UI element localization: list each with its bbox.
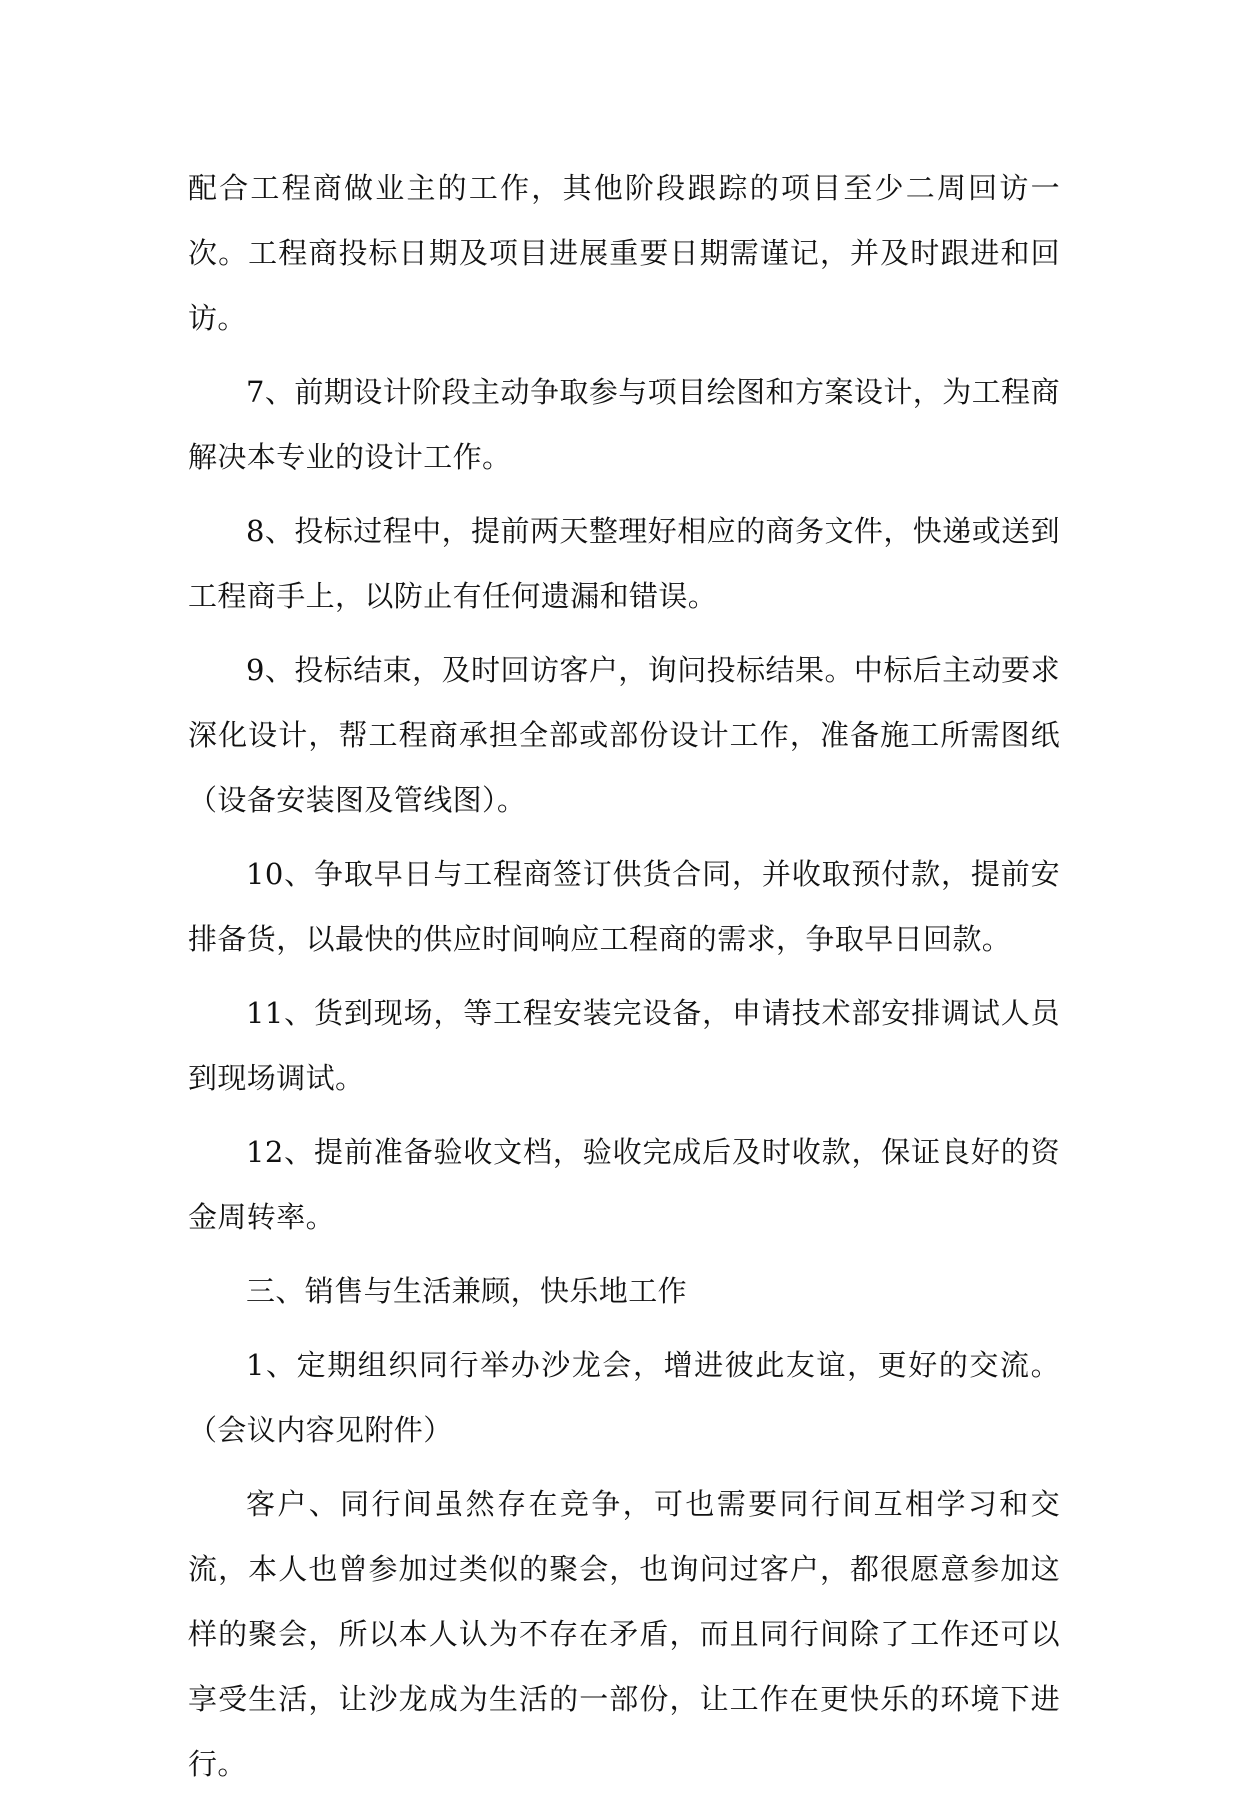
document-body: [188, 156, 1060, 1806]
paragraph-continued: 配合工程商做业主的工作，其他阶段跟踪的项目至少二周回访一次。工程商投标日期及项目进展重要日期需谨记，并及时跟进和回访。: [188, 171, 1060, 335]
paragraph-item-9: 9、投标结束，及时回访客户，询问投标结果。中标后主动要求深化设计，帮工程商承担全部或部份设计工作，准备施工所需图纸（设备安装图及管线图）。: [188, 653, 1060, 817]
paragraph-closing: 客户、同行间虽然存在竞争，可也需要同行间互相学习和交流，本人也曾参加过类似的聚会，也询问过客户，都很愿意参加这样的聚会，所以本人认为不存在矛盾，而且同行间除了工作还可以享受生活，让沙龙成为生活的一部份，让工作在更快乐的环境下进行。: [188, 1487, 1060, 1781]
paragraph-section3-item-1: 1、定期组织同行举办沙龙会，增进彼此友谊，更好的交流。（会议内容见附件）: [188, 1348, 1060, 1447]
section-heading-3: 三、销售与生活兼顾，快乐地工作: [246, 1274, 688, 1308]
paragraph-item-11: 11、货到现场，等工程安装完设备，申请技术部安排调试人员到现场调试。: [188, 996, 1060, 1095]
paragraph-item-8: 8、投标过程中，提前两天整理好相应的商务文件，快递或送到工程商手上，以防止有任何遗漏和错误。: [188, 514, 1060, 613]
paragraph-item-10: 10、争取早日与工程商签订供货合同，并收取预付款，提前安排备货，以最快的供应时间响应工程商的需求，争取早日回款。: [188, 857, 1060, 956]
paragraph-item-12: 12、提前准备验收文档，验收完成后及时收款，保证良好的资金周转率。: [188, 1135, 1060, 1234]
paragraph-item-7: 7、前期设计阶段主动争取参与项目绘图和方案设计，为工程商解决本专业的设计工作。: [188, 375, 1060, 474]
